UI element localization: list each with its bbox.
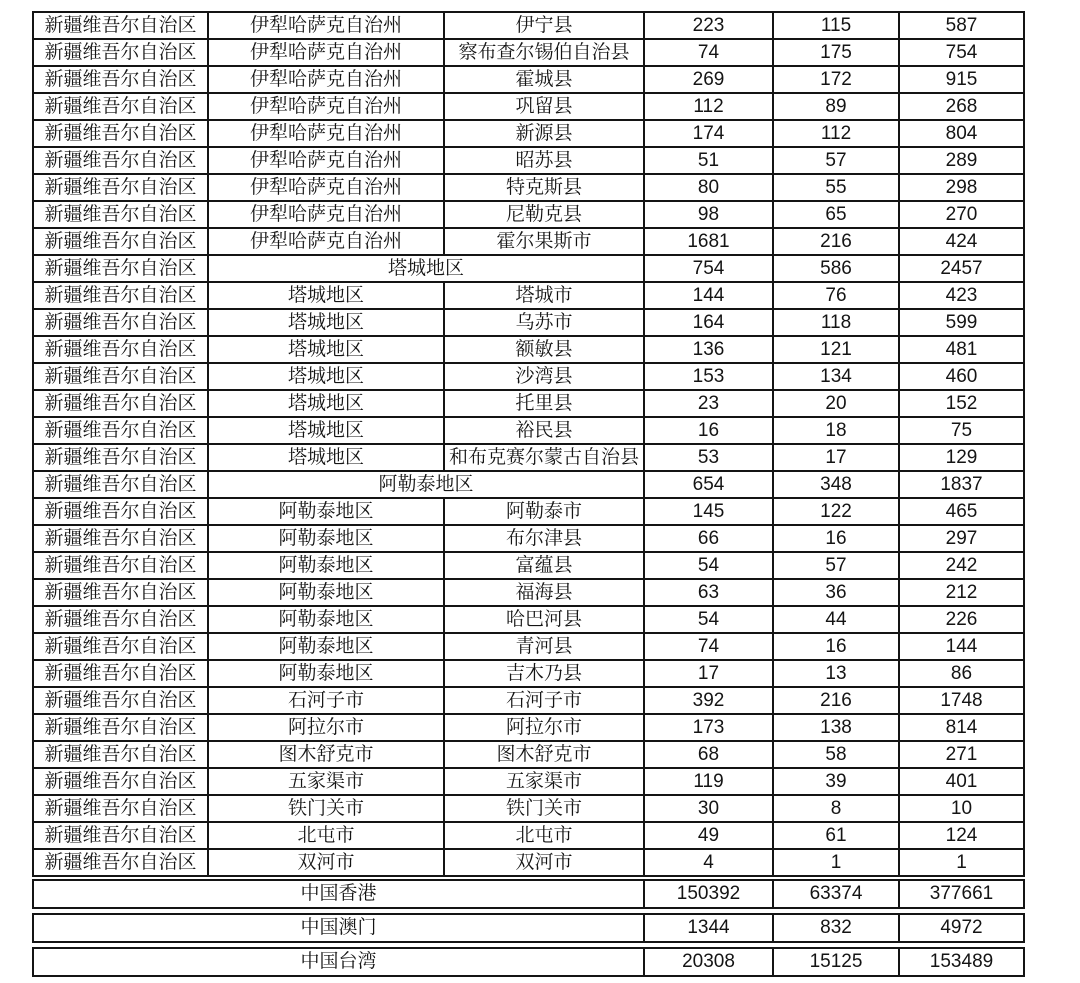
value-cell: 124 <box>899 822 1024 849</box>
value-cell: 271 <box>899 741 1024 768</box>
value-cell: 65 <box>773 201 899 228</box>
prefecture-cell: 双河市 <box>208 849 444 876</box>
prefecture-cell: 伊犁哈萨克自治州 <box>208 174 444 201</box>
province-cell: 新疆维吾尔自治区 <box>33 822 208 849</box>
prefecture-cell: 塔城地区 <box>208 390 444 417</box>
prefecture-cell: 阿勒泰地区 <box>208 660 444 687</box>
summary-row <box>33 948 1024 976</box>
province-cell: 新疆维吾尔自治区 <box>33 120 208 147</box>
value-cell: 75 <box>899 417 1024 444</box>
value-cell: 226 <box>899 606 1024 633</box>
value-cell: 145 <box>644 498 773 525</box>
value-cell: 118 <box>773 309 899 336</box>
value-cell: 270 <box>899 201 1024 228</box>
province-cell: 新疆维吾尔自治区 <box>33 147 208 174</box>
province-cell: 新疆维吾尔自治区 <box>33 714 208 741</box>
table-row <box>33 822 1024 849</box>
province-cell: 新疆维吾尔自治区 <box>33 417 208 444</box>
province-cell: 新疆维吾尔自治区 <box>33 687 208 714</box>
value-cell: 16 <box>773 525 899 552</box>
value-cell: 55 <box>773 174 899 201</box>
prefecture-cell: 阿勒泰地区 <box>208 498 444 525</box>
table-row <box>33 633 1024 660</box>
table-row <box>33 768 1024 795</box>
value-cell: 1681 <box>644 228 773 255</box>
province-cell: 新疆维吾尔自治区 <box>33 579 208 606</box>
value-cell: 18 <box>773 417 899 444</box>
table-container <box>32 11 1023 977</box>
table-row <box>33 444 1024 471</box>
county-cell: 霍城县 <box>444 66 644 93</box>
value-cell: 16 <box>644 417 773 444</box>
table-row <box>33 687 1024 714</box>
county-cell: 特克斯县 <box>444 174 644 201</box>
value-cell: 86 <box>899 660 1024 687</box>
table-row <box>33 660 1024 687</box>
county-cell: 新源县 <box>444 120 644 147</box>
county-cell: 霍尔果斯市 <box>444 228 644 255</box>
province-cell: 新疆维吾尔自治区 <box>33 633 208 660</box>
county-cell: 额敏县 <box>444 336 644 363</box>
value-cell: 392 <box>644 687 773 714</box>
value-cell: 424 <box>899 228 1024 255</box>
value-cell: 44 <box>773 606 899 633</box>
value-cell: 17 <box>644 660 773 687</box>
prefecture-cell: 伊犁哈萨克自治州 <box>208 12 444 39</box>
prefecture-cell: 伊犁哈萨克自治州 <box>208 201 444 228</box>
county-cell: 伊宁县 <box>444 12 644 39</box>
value-cell: 10 <box>899 795 1024 822</box>
province-cell: 新疆维吾尔自治区 <box>33 282 208 309</box>
value-cell: 587 <box>899 12 1024 39</box>
table-row <box>33 579 1024 606</box>
value-cell: 76 <box>773 282 899 309</box>
value-cell: 58 <box>773 741 899 768</box>
value-cell: 150392 <box>644 880 773 908</box>
value-cell: 136 <box>644 336 773 363</box>
value-cell: 98 <box>644 201 773 228</box>
county-cell: 沙湾县 <box>444 363 644 390</box>
value-cell: 804 <box>899 120 1024 147</box>
value-cell: 152 <box>899 390 1024 417</box>
table-row <box>33 741 1024 768</box>
prefecture-cell: 塔城地区 <box>208 309 444 336</box>
table-row <box>33 201 1024 228</box>
value-cell: 63 <box>644 579 773 606</box>
county-cell: 塔城市 <box>444 282 644 309</box>
table-row <box>33 552 1024 579</box>
value-cell: 465 <box>899 498 1024 525</box>
value-cell: 174 <box>644 120 773 147</box>
value-cell: 39 <box>773 768 899 795</box>
value-cell: 57 <box>773 147 899 174</box>
prefecture-cell: 塔城地区 <box>208 444 444 471</box>
prefecture-cell: 阿勒泰地区 <box>208 579 444 606</box>
value-cell: 814 <box>899 714 1024 741</box>
value-cell: 144 <box>899 633 1024 660</box>
value-cell: 599 <box>899 309 1024 336</box>
value-cell: 586 <box>773 255 899 282</box>
table-row <box>33 498 1024 525</box>
value-cell: 20 <box>773 390 899 417</box>
table-row <box>33 309 1024 336</box>
value-cell: 216 <box>773 228 899 255</box>
region-data-table <box>32 11 1025 877</box>
prefecture-cell: 塔城地区 <box>208 417 444 444</box>
table-row <box>33 390 1024 417</box>
value-cell: 1 <box>773 849 899 876</box>
province-cell: 新疆维吾尔自治区 <box>33 768 208 795</box>
province-cell: 新疆维吾尔自治区 <box>33 336 208 363</box>
county-cell: 尼勒克县 <box>444 201 644 228</box>
province-cell: 新疆维吾尔自治区 <box>33 174 208 201</box>
value-cell: 66 <box>644 525 773 552</box>
value-cell: 298 <box>899 174 1024 201</box>
value-cell: 30 <box>644 795 773 822</box>
value-cell: 348 <box>773 471 899 498</box>
region-label-cell: 中国香港 <box>33 880 644 908</box>
value-cell: 268 <box>899 93 1024 120</box>
province-cell: 新疆维吾尔自治区 <box>33 93 208 120</box>
province-cell: 新疆维吾尔自治区 <box>33 363 208 390</box>
value-cell: 121 <box>773 336 899 363</box>
prefecture-cell: 伊犁哈萨克自治州 <box>208 147 444 174</box>
value-cell: 460 <box>899 363 1024 390</box>
province-cell: 新疆维吾尔自治区 <box>33 660 208 687</box>
table-row <box>33 12 1024 39</box>
province-cell: 新疆维吾尔自治区 <box>33 849 208 876</box>
summary-row-table <box>32 913 1025 943</box>
value-cell: 1 <box>899 849 1024 876</box>
table-row <box>33 255 1024 282</box>
prefecture-cell: 石河子市 <box>208 687 444 714</box>
summary-row <box>33 914 1024 942</box>
value-cell: 164 <box>644 309 773 336</box>
value-cell: 129 <box>899 444 1024 471</box>
prefecture-cell: 阿勒泰地区 <box>208 552 444 579</box>
province-cell: 新疆维吾尔自治区 <box>33 795 208 822</box>
county-cell: 五家渠市 <box>444 768 644 795</box>
value-cell: 13 <box>773 660 899 687</box>
table-row <box>33 93 1024 120</box>
county-cell: 阿勒泰市 <box>444 498 644 525</box>
value-cell: 1837 <box>899 471 1024 498</box>
province-cell: 新疆维吾尔自治区 <box>33 255 208 282</box>
value-cell: 2457 <box>899 255 1024 282</box>
summary-row <box>33 880 1024 908</box>
prefecture-cell: 伊犁哈萨克自治州 <box>208 228 444 255</box>
region-label-cell: 中国台湾 <box>33 948 644 976</box>
value-cell: 4972 <box>899 914 1024 942</box>
prefecture-cell: 塔城地区 <box>208 336 444 363</box>
value-cell: 15125 <box>773 948 899 976</box>
province-cell: 新疆维吾尔自治区 <box>33 39 208 66</box>
county-cell: 哈巴河县 <box>444 606 644 633</box>
prefecture-cell: 图木舒克市 <box>208 741 444 768</box>
table-row <box>33 66 1024 93</box>
value-cell: 153489 <box>899 948 1024 976</box>
province-cell: 新疆维吾尔自治区 <box>33 66 208 93</box>
table-row <box>33 471 1024 498</box>
province-cell: 新疆维吾尔自治区 <box>33 228 208 255</box>
prefecture-cell: 铁门关市 <box>208 795 444 822</box>
prefecture-cell: 阿勒泰地区 <box>208 606 444 633</box>
county-cell: 乌苏市 <box>444 309 644 336</box>
value-cell: 216 <box>773 687 899 714</box>
value-cell: 134 <box>773 363 899 390</box>
prefecture-cell: 伊犁哈萨克自治州 <box>208 93 444 120</box>
prefecture-cell: 北屯市 <box>208 822 444 849</box>
county-cell: 青河县 <box>444 633 644 660</box>
value-cell: 297 <box>899 525 1024 552</box>
value-cell: 74 <box>644 39 773 66</box>
prefecture-cell: 阿拉尔市 <box>208 714 444 741</box>
table-row <box>33 606 1024 633</box>
province-cell: 新疆维吾尔自治区 <box>33 201 208 228</box>
prefecture-cell: 五家渠市 <box>208 768 444 795</box>
prefecture-cell: 伊犁哈萨克自治州 <box>208 120 444 147</box>
value-cell: 212 <box>899 579 1024 606</box>
table-row <box>33 336 1024 363</box>
value-cell: 4 <box>644 849 773 876</box>
value-cell: 173 <box>644 714 773 741</box>
value-cell: 53 <box>644 444 773 471</box>
value-cell: 68 <box>644 741 773 768</box>
value-cell: 57 <box>773 552 899 579</box>
table-row <box>33 228 1024 255</box>
value-cell: 172 <box>773 66 899 93</box>
value-cell: 144 <box>644 282 773 309</box>
table-row <box>33 795 1024 822</box>
value-cell: 122 <box>773 498 899 525</box>
value-cell: 54 <box>644 606 773 633</box>
value-cell: 289 <box>899 147 1024 174</box>
summary-rows-container <box>32 879 1023 977</box>
province-cell: 新疆维吾尔自治区 <box>33 12 208 39</box>
province-cell: 新疆维吾尔自治区 <box>33 390 208 417</box>
table-row <box>33 525 1024 552</box>
county-cell: 托里县 <box>444 390 644 417</box>
prefecture-merged-cell: 塔城地区 <box>208 255 644 282</box>
region-label-cell: 中国澳门 <box>33 914 644 942</box>
value-cell: 89 <box>773 93 899 120</box>
value-cell: 242 <box>899 552 1024 579</box>
county-cell: 巩留县 <box>444 93 644 120</box>
value-cell: 153 <box>644 363 773 390</box>
province-cell: 新疆维吾尔自治区 <box>33 741 208 768</box>
county-cell: 石河子市 <box>444 687 644 714</box>
value-cell: 654 <box>644 471 773 498</box>
value-cell: 915 <box>899 66 1024 93</box>
province-cell: 新疆维吾尔自治区 <box>33 606 208 633</box>
table-row <box>33 714 1024 741</box>
value-cell: 61 <box>773 822 899 849</box>
value-cell: 20308 <box>644 948 773 976</box>
value-cell: 63374 <box>773 880 899 908</box>
county-cell: 布尔津县 <box>444 525 644 552</box>
value-cell: 754 <box>644 255 773 282</box>
value-cell: 1748 <box>899 687 1024 714</box>
value-cell: 80 <box>644 174 773 201</box>
table-row <box>33 174 1024 201</box>
province-cell: 新疆维吾尔自治区 <box>33 498 208 525</box>
county-cell: 阿拉尔市 <box>444 714 644 741</box>
value-cell: 832 <box>773 914 899 942</box>
value-cell: 115 <box>773 12 899 39</box>
value-cell: 119 <box>644 768 773 795</box>
table-row <box>33 39 1024 66</box>
prefecture-cell: 伊犁哈萨克自治州 <box>208 66 444 93</box>
value-cell: 401 <box>899 768 1024 795</box>
county-cell: 裕民县 <box>444 417 644 444</box>
value-cell: 17 <box>773 444 899 471</box>
value-cell: 112 <box>773 120 899 147</box>
value-cell: 16 <box>773 633 899 660</box>
province-cell: 新疆维吾尔自治区 <box>33 471 208 498</box>
table-body <box>33 12 1024 876</box>
table-row <box>33 849 1024 876</box>
county-cell: 福海县 <box>444 579 644 606</box>
value-cell: 112 <box>644 93 773 120</box>
value-cell: 423 <box>899 282 1024 309</box>
value-cell: 36 <box>773 579 899 606</box>
prefecture-merged-cell: 阿勒泰地区 <box>208 471 644 498</box>
county-cell: 北屯市 <box>444 822 644 849</box>
county-cell: 昭苏县 <box>444 147 644 174</box>
county-cell: 图木舒克市 <box>444 741 644 768</box>
table-row <box>33 120 1024 147</box>
county-cell: 吉木乃县 <box>444 660 644 687</box>
table-row <box>33 363 1024 390</box>
value-cell: 175 <box>773 39 899 66</box>
value-cell: 754 <box>899 39 1024 66</box>
summary-row-table <box>32 947 1025 977</box>
value-cell: 223 <box>644 12 773 39</box>
value-cell: 377661 <box>899 880 1024 908</box>
value-cell: 49 <box>644 822 773 849</box>
prefecture-cell: 塔城地区 <box>208 363 444 390</box>
value-cell: 74 <box>644 633 773 660</box>
value-cell: 481 <box>899 336 1024 363</box>
county-cell: 铁门关市 <box>444 795 644 822</box>
county-cell: 双河市 <box>444 849 644 876</box>
value-cell: 51 <box>644 147 773 174</box>
table-row <box>33 417 1024 444</box>
value-cell: 54 <box>644 552 773 579</box>
table-row <box>33 147 1024 174</box>
province-cell: 新疆维吾尔自治区 <box>33 552 208 579</box>
prefecture-cell: 塔城地区 <box>208 282 444 309</box>
value-cell: 269 <box>644 66 773 93</box>
county-cell: 和布克赛尔蒙古自治县 <box>444 444 644 471</box>
summary-row-table <box>32 879 1025 909</box>
prefecture-cell: 阿勒泰地区 <box>208 525 444 552</box>
value-cell: 8 <box>773 795 899 822</box>
value-cell: 1344 <box>644 914 773 942</box>
province-cell: 新疆维吾尔自治区 <box>33 309 208 336</box>
table-row <box>33 282 1024 309</box>
province-cell: 新疆维吾尔自治区 <box>33 444 208 471</box>
value-cell: 23 <box>644 390 773 417</box>
prefecture-cell: 阿勒泰地区 <box>208 633 444 660</box>
prefecture-cell: 伊犁哈萨克自治州 <box>208 39 444 66</box>
county-cell: 富蕴县 <box>444 552 644 579</box>
value-cell: 138 <box>773 714 899 741</box>
county-cell: 察布查尔锡伯自治县 <box>444 39 644 66</box>
province-cell: 新疆维吾尔自治区 <box>33 525 208 552</box>
